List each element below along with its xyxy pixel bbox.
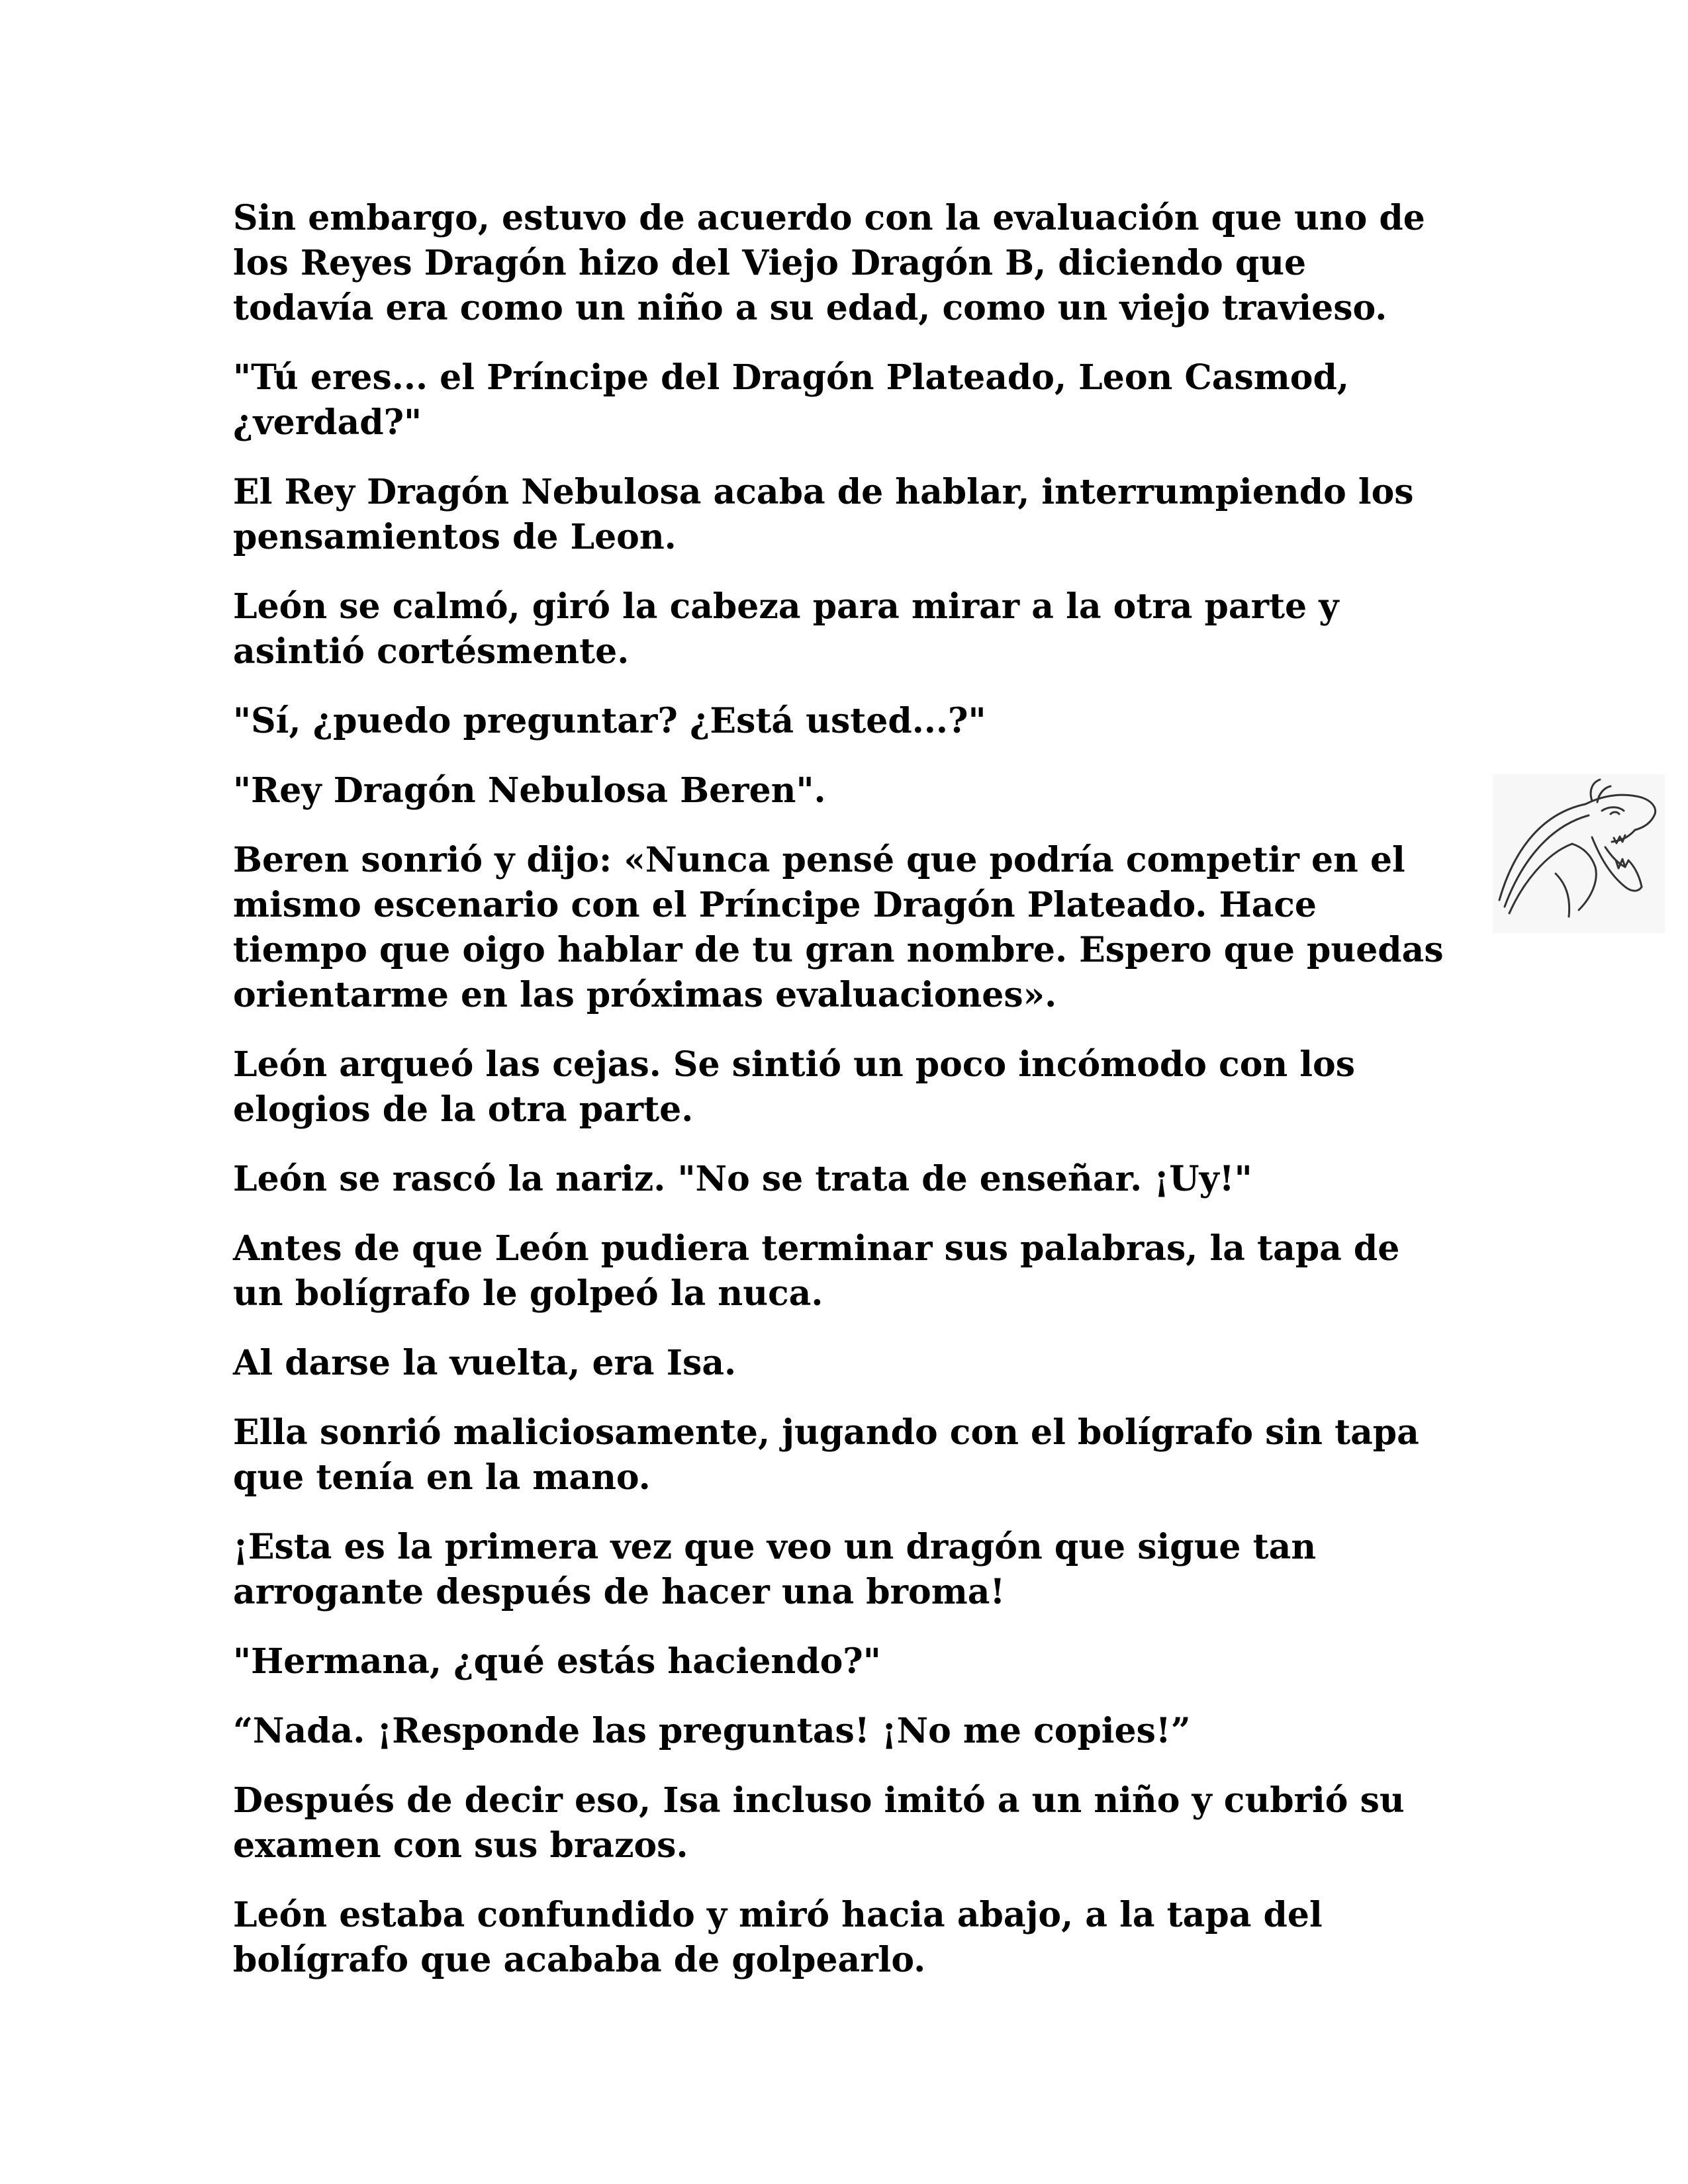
paragraph: León se calmó, giró la cabeza para mirar a la otra parte y asintió cortésmente. [233, 586, 1339, 672]
paragraph: León arqueó las cejas. Se sintió un poco incómodo con los elogios de la otra parte. [233, 1044, 1356, 1130]
paragraph: Ella sonrió maliciosamente, jugando con el bolígrafo sin tapa que tenía en la mano. [233, 1412, 1419, 1498]
paragraph: “Nada. ¡Responde las preguntas! ¡No me copies!” [233, 1711, 1191, 1751]
paragraph: "Tú eres... el Príncipe del Dragón Plateado, Leon Casmod, ¿verdad?" [233, 357, 1349, 443]
paragraph: "Rey Dragón Nebulosa Beren". [233, 770, 826, 811]
text-body [233, 196, 1458, 2007]
paragraph: Al darse la vuelta, era Isa. [233, 1343, 737, 1383]
paragraph: Beren sonrió y dijo: «Nunca pensé que podría competir en el mismo escenario con el Príncipe Dragón Plateado. Hace tiempo que oigo hablar de tu gran nombre. Espero que puedas orientarme en las próximas evaluaciones». [233, 840, 1444, 1015]
paragraph: Sin embargo, estuvo de acuerdo con la evaluación que uno de los Reyes Dragón hizo del Viejo Dragón B, diciendo que todavía era como un niño a su edad, como un viejo travieso. [233, 198, 1425, 328]
dragon-head-icon [1493, 774, 1665, 933]
paragraph: "Sí, ¿puedo preguntar? ¿Está usted...?" [233, 701, 986, 741]
paragraph: El Rey Dragón Nebulosa acaba de hablar, interrumpiendo los pensamientos de Leon. [233, 472, 1414, 557]
paragraph: "Hermana, ¿qué estás haciendo?" [233, 1641, 881, 1682]
paragraph: ¡Esta es la primera vez que veo un dragón que sigue tan arrogante después de hacer una broma! [233, 1527, 1317, 1612]
paragraph: León estaba confundido y miró hacia abajo, a la tapa del bolígrafo que acababa de golpearlo. [233, 1895, 1323, 1980]
paragraph: Antes de que León pudiera terminar sus palabras, la tapa de un bolígrafo le golpeó la nuca. [233, 1228, 1400, 1314]
paragraph: León se rascó la nariz. "No se trata de enseñar. ¡Uy!" [233, 1159, 1252, 1199]
paragraph: Después de decir eso, Isa incluso imitó a un niño y cubrió su examen con sus brazos. [233, 1780, 1405, 1866]
